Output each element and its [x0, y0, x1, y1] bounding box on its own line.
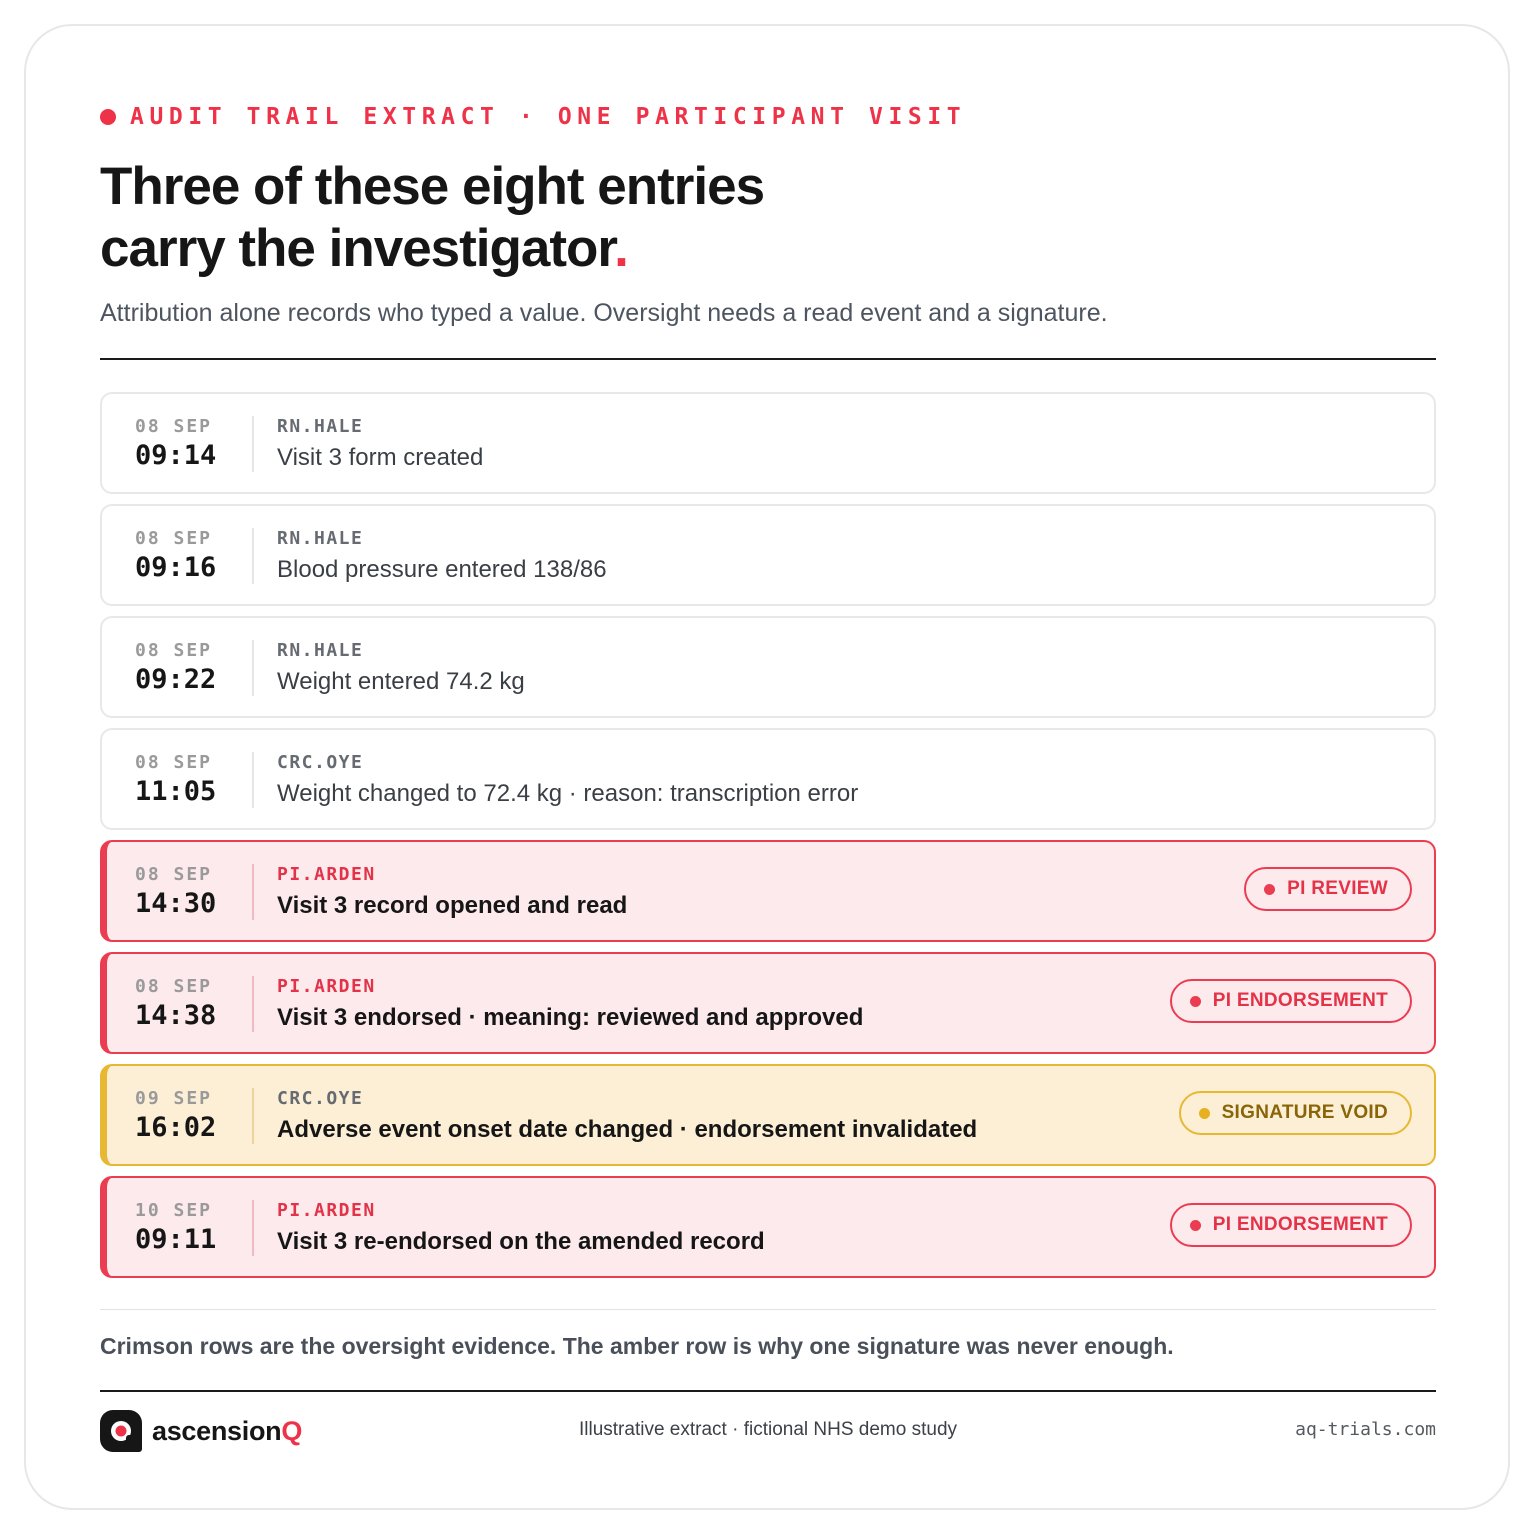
- entry-divider: [252, 752, 254, 808]
- entry-divider: [252, 1200, 254, 1256]
- badge-dot-icon: [1264, 884, 1275, 895]
- entry-event: Visit 3 record opened and read: [277, 892, 628, 919]
- entry-date: 08 SEP: [135, 864, 213, 885]
- entry-date: 10 SEP: [135, 1200, 213, 1221]
- entry-divider: [252, 528, 254, 584]
- entry-actor: PI.ARDEN: [277, 864, 376, 885]
- audit-entry-row: [100, 392, 1436, 494]
- entry-event: Visit 3 re-endorsed on the amended record: [277, 1228, 765, 1255]
- entry-status-badge: [1170, 1203, 1412, 1247]
- bottom-rule: [100, 1390, 1436, 1392]
- headline-accent-period: .: [614, 219, 628, 278]
- entry-divider: [252, 1088, 254, 1144]
- entry-time: 09:16: [135, 552, 217, 583]
- legend-note: Crimson rows are the oversight evidence. The amber row is why one signature was never enough.: [100, 1333, 1174, 1359]
- entry-event: Visit 3 endorsed · meaning: reviewed and approved: [277, 1004, 864, 1031]
- audit-entry-row: [100, 840, 1436, 942]
- headline-line-2: carry the investigator: [100, 219, 615, 278]
- audit-entry-row: [100, 1064, 1436, 1166]
- footer-website-link[interactable]: aq-trials.com: [1295, 1419, 1436, 1440]
- badge-label: SIGNATURE VOID: [1221, 1102, 1388, 1123]
- footer-disclaimer: Illustrative extract · fictional NHS demo study: [578, 1419, 958, 1440]
- headline: [100, 156, 764, 280]
- entry-time: 11:05: [135, 776, 217, 807]
- entry-actor: PI.ARDEN: [277, 976, 376, 997]
- badge-label: PI ENDORSEMENT: [1212, 1214, 1388, 1235]
- entry-date: 08 SEP: [135, 416, 213, 437]
- badge-label: PI REVIEW: [1287, 878, 1388, 899]
- audit-entry-row: [100, 952, 1436, 1054]
- entry-time: 09:11: [135, 1224, 217, 1255]
- entry-event: Weight changed to 72.4 kg · reason: transcription error: [277, 780, 859, 807]
- brand-wordmark-main: ascension: [152, 1415, 282, 1446]
- entry-time: 14:30: [135, 888, 217, 919]
- entry-status-badge: [1244, 867, 1412, 911]
- entry-date: 08 SEP: [135, 640, 213, 661]
- eyebrow: [100, 100, 966, 134]
- entry-time: 09:14: [135, 440, 217, 471]
- entry-actor: RN.HALE: [277, 640, 364, 661]
- entry-status-badge: [1170, 979, 1412, 1023]
- entry-time: 14:38: [135, 1000, 217, 1031]
- entry-time: 16:02: [135, 1112, 217, 1143]
- entry-actor: CRC.OYE: [277, 752, 364, 773]
- entry-date: 09 SEP: [135, 1088, 213, 1109]
- entry-event: Visit 3 form created: [277, 444, 484, 471]
- eyebrow-text: AUDIT TRAIL EXTRACT · ONE PARTICIPANT VISIT: [130, 104, 967, 130]
- audit-entry-row: [100, 728, 1436, 830]
- eyebrow-dot-icon: [100, 109, 116, 125]
- entry-date: 08 SEP: [135, 752, 213, 773]
- entry-divider: [252, 864, 254, 920]
- entry-time: 09:22: [135, 664, 217, 695]
- entry-actor: RN.HALE: [277, 528, 364, 549]
- audit-entry-row: [100, 504, 1436, 606]
- headline-line-1: Three of these eight entries: [100, 157, 765, 216]
- entry-status-badge: [1179, 1091, 1412, 1135]
- top-rule: [100, 358, 1436, 360]
- entry-event: Adverse event onset date changed · endorsement invalidated: [277, 1116, 978, 1143]
- subtitle: Attribution alone records who typed a value. Oversight needs a read event and a signature.: [100, 299, 1108, 327]
- entry-actor: RN.HALE: [277, 416, 364, 437]
- entry-event: Blood pressure entered 138/86: [277, 556, 607, 583]
- badge-dot-icon: [1190, 996, 1201, 1007]
- badge-dot-icon: [1190, 1220, 1201, 1231]
- entry-date: 08 SEP: [135, 528, 213, 549]
- middle-rule: [100, 1309, 1436, 1310]
- entry-divider: [252, 640, 254, 696]
- audit-entry-row: [100, 1176, 1436, 1278]
- entry-divider: [252, 416, 254, 472]
- badge-dot-icon: [1199, 1108, 1210, 1119]
- entry-actor: CRC.OYE: [277, 1088, 364, 1109]
- entry-actor: PI.ARDEN: [277, 1200, 376, 1221]
- entry-date: 08 SEP: [135, 976, 213, 997]
- brand-wordmark-accent: Q: [281, 1415, 303, 1446]
- badge-label: PI ENDORSEMENT: [1212, 990, 1388, 1011]
- entry-divider: [252, 976, 254, 1032]
- audit-entry-row: [100, 616, 1436, 718]
- entry-event: Weight entered 74.2 kg: [277, 668, 525, 695]
